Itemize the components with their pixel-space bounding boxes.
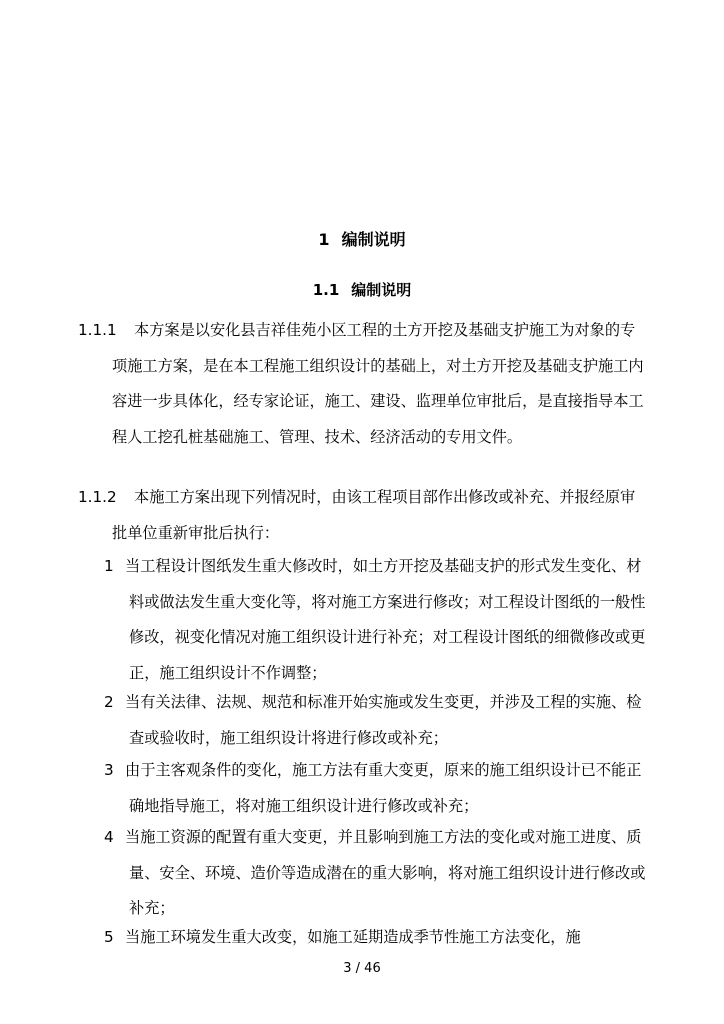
list-item-text: 当工程设计图纸发生重大修改时，如土方开挖及基础支护的形式发生变化、材料或做法发生重大变化等，将对施工方案进行修改；对工程设计图纸的一般性修改，视变化情况对施工组织设计进行补充；对工程设计图纸的细微修改或更正，施工组织设计不作调整； <box>125 557 646 682</box>
paragraph-1-1-2 <box>78 480 646 551</box>
list-item-text: 当有关法律、法规、规范和标准开始实施或发生变更，并涉及工程的实施、检查或验收时，施工组织设计将进行修改或补充； <box>125 693 642 747</box>
paragraph-text: 本方案是以安化县吉祥佳苑小区工程的土方开挖及基础支护施工为对象的专项施工方案，是在本工程施工组织设计的基础上，对土方开挖及基础支护施工内容进一步具体化，经专家论证，施工、建设、监理单位审批后，是直接指导本工程人工挖孔桩基础施工、管理、技术、经济活动的专用文件。 <box>112 321 644 446</box>
list-item <box>104 685 646 756</box>
list-item-text: 当施工环境发生重大改变，如施工延期造成季节性施工方法变化，施 <box>125 928 581 946</box>
list-item <box>104 549 646 691</box>
list-item-text: 当施工资源的配置有重大变更，并且影响到施工方法的变化或对施工进度、质量、安全、环境、造价等造成潜在的重大影响，将对施工组织设计进行修改或补充； <box>125 828 646 918</box>
list-item-text: 由于主客观条件的变化，施工方法有重大变更，原来的施工组织设计已不能正确地指导施工，将对施工组织设计进行修改或补充； <box>125 761 642 815</box>
list-item-number: 1 <box>104 557 114 575</box>
paragraph-number: 1.1.2 <box>78 488 117 506</box>
paragraph-text: 本施工方案出现下列情况时，由该工程项目部作出修改或补充、并报经原审批单位重新审批后执行： <box>112 488 636 542</box>
page-number: 3 / 46 <box>343 961 381 976</box>
list-item-number: 3 <box>104 761 114 779</box>
list-item <box>104 920 646 956</box>
paragraph-1-1-1 <box>78 313 646 455</box>
list-item-number: 5 <box>104 928 114 946</box>
section-heading-1-1 <box>0 278 724 302</box>
subsection-number: 1.1 <box>312 281 340 299</box>
section-title: 编制说明 <box>341 230 406 249</box>
list-item <box>104 820 646 927</box>
subsection-title: 编制说明 <box>351 281 412 299</box>
list-item <box>104 753 646 824</box>
section-number: 1 <box>318 230 330 249</box>
list-item-number: 2 <box>104 693 114 711</box>
paragraph-number: 1.1.1 <box>78 321 117 339</box>
section-heading-1 <box>0 228 724 252</box>
list-item-number: 4 <box>104 828 114 846</box>
